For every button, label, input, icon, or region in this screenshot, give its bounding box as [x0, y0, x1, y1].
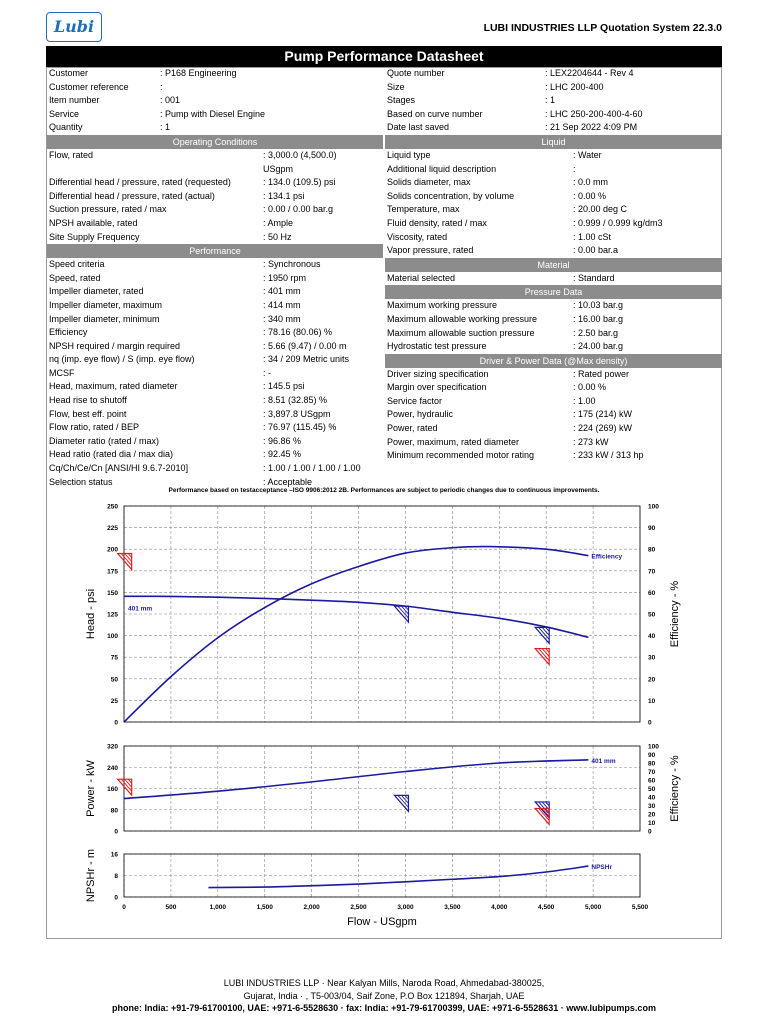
datasheet-title: Pump Performance Datasheet — [46, 46, 722, 67]
field-value: : 1950 rpm — [263, 272, 307, 283]
left-column — [47, 67, 383, 489]
field-label: Fluid density, rated / max — [387, 217, 487, 228]
right-column — [385, 67, 722, 463]
x-tick-label: 4,500 — [538, 904, 555, 911]
field-label: Impeller diameter, rated — [49, 286, 144, 297]
field-value: : 401 mm — [263, 286, 301, 297]
field-value: : Synchronous — [263, 259, 321, 270]
field-label: Flow, best eff. point — [49, 408, 127, 419]
field-value: : 10.03 bar.g — [573, 300, 624, 311]
field-value: : 340 mm — [263, 313, 301, 324]
performance-row — [47, 448, 383, 462]
field-label: Speed, rated — [49, 272, 101, 283]
driver-power-data — [385, 368, 722, 463]
general-left-row — [47, 67, 383, 81]
field-label: Service factor — [387, 395, 443, 406]
performance-row — [47, 340, 383, 354]
section-performance: Performance — [47, 244, 383, 258]
pressure-row — [385, 313, 722, 327]
pressure-row — [385, 327, 722, 341]
driver-row — [385, 449, 722, 463]
field-value: : 0.00 % — [573, 382, 607, 393]
field-label: Material selected — [387, 272, 456, 283]
performance-row — [47, 272, 383, 286]
field-value: : 3,897.8 USgpm — [263, 408, 331, 419]
field-label: Minimum recommended motor rating — [387, 450, 535, 461]
field-label: Maximum allowable working pressure — [387, 313, 538, 324]
driver-row — [385, 381, 722, 395]
series-label: 401 mm — [128, 605, 153, 613]
field-value: : LEX2204644 - Rev 4 — [545, 68, 634, 78]
field-value: : 50 Hz — [263, 231, 292, 242]
field-label: Power, hydraulic — [387, 409, 454, 420]
field-value: : 233 kW / 313 hp — [573, 450, 644, 461]
field-value: : 2.50 bar.g — [573, 327, 619, 338]
field-label: Service — [49, 108, 80, 119]
field-value: : 001 — [160, 95, 181, 106]
liquid-row — [385, 190, 722, 204]
field-value: : 5.66 (9.47) / 0.00 m — [263, 340, 347, 351]
x-tick-label: 1,000 — [209, 904, 226, 911]
x-tick-label: 2,000 — [303, 904, 320, 911]
y-tick-label: 16 — [110, 851, 118, 859]
y2-tick-label: 20 — [648, 811, 656, 819]
y2-tick-label: 90 — [648, 752, 656, 759]
field-label: Temperature, max — [387, 204, 460, 215]
y2-tick-label: 30 — [648, 803, 656, 810]
company-logo — [46, 12, 102, 42]
y-tick-label: 50 — [110, 676, 118, 684]
series-label: 401 mm — [591, 757, 616, 765]
performance-row — [47, 380, 383, 394]
y-tick-label: 150 — [107, 589, 118, 597]
field-label: Based on curve number — [387, 108, 483, 119]
y-tick-label: 125 — [107, 611, 118, 619]
liquid-row — [385, 203, 722, 217]
y2-tick-label: 80 — [648, 760, 656, 768]
field-value: : 96.86 % — [263, 435, 302, 446]
y-tick-label: 250 — [107, 503, 118, 511]
field-label: Differential head / pressure, rated (actual) — [49, 190, 215, 201]
field-value: : 0.00 / 0.00 bar.g — [263, 204, 334, 215]
field-value: : 21 Sep 2022 4:09 PM — [545, 122, 638, 133]
field-value: : 0.999 / 0.999 kg/dm3 — [573, 217, 663, 228]
footer-address-2: Gujarat, India · , T5-003/04, Saif Zone, P.O Box 121894, Sharjah, UAE — [243, 990, 525, 1001]
footer-contact: phone: India: +91-79-61700100, UAE: +971-6-5528630 · fax: India: +91-79-61700399, UAE: +971-6-5528631 · www.lubipumps.com — [112, 1003, 656, 1013]
field-label: Solids diameter, max — [387, 177, 471, 188]
driver-row — [385, 408, 722, 422]
performance-row — [47, 353, 383, 367]
y-tick-label: 175 — [107, 568, 118, 576]
y2-tick-label: 100 — [648, 503, 659, 511]
field-value: : 1.00 cSt — [573, 231, 612, 242]
field-value: : 1.00 — [573, 395, 596, 406]
field-label: NPSH required / margin required — [49, 340, 181, 351]
field-value: : 224 (269) kW — [573, 423, 633, 434]
field-label: Stages — [387, 95, 416, 106]
pressure-data — [385, 299, 722, 353]
field-label: Maximum allowable suction pressure — [387, 327, 535, 338]
field-value: : 76.97 (115.45) % — [263, 422, 337, 433]
y2-tick-label: 70 — [648, 769, 656, 776]
operating-conditions — [47, 149, 383, 244]
field-label: Cq/Ch/Ce/Cn [ANSI/HI 9.6.7-2010] — [49, 463, 189, 474]
field-value: : - — [263, 367, 271, 378]
performance-row — [47, 421, 383, 435]
liquid-row — [385, 163, 722, 177]
y2-tick-label: 30 — [648, 654, 656, 662]
field-value: : 134.1 psi — [263, 190, 305, 201]
y2-tick-label: 20 — [648, 676, 656, 684]
field-value: : 92.45 % — [263, 449, 302, 460]
footer — [0, 977, 768, 1015]
field-label: Suction pressure, rated / max — [49, 204, 167, 215]
field-label: Flow ratio, rated / BEP — [49, 422, 140, 433]
y-tick-label: 8 — [114, 873, 118, 880]
field-value: : 0.00 % — [573, 190, 607, 201]
y2-tick-label: 40 — [648, 633, 656, 641]
chart-note: Performance based on testacceptance –ISO 9906:2012 2B. Performances are subject to periodic changes due to continuous improvements. — [168, 487, 600, 494]
driver-row — [385, 436, 722, 450]
field-value: : — [160, 81, 163, 92]
series-label: NPSHr — [591, 864, 612, 872]
general-right-row — [385, 94, 722, 108]
y2-tick-label: 0 — [648, 828, 652, 836]
y2-tick-label: 0 — [648, 719, 652, 727]
field-value: : 0.00 bar.a — [573, 245, 619, 256]
general-right-row — [385, 108, 722, 122]
y-tick-label: 80 — [110, 807, 118, 815]
performance-row — [47, 326, 383, 340]
field-value: : 20.00 deg C — [573, 204, 628, 215]
y2-tick-label: 10 — [648, 697, 656, 705]
field-label: NPSH available, rated — [49, 217, 138, 228]
field-value: : 273 kW — [573, 436, 609, 447]
liquid-row — [385, 217, 722, 231]
performance-row — [47, 299, 383, 313]
liquid-row — [385, 244, 722, 258]
driver-row — [385, 395, 722, 409]
general-info-right — [385, 67, 722, 135]
y-axis-label: NPSHr - m — [85, 848, 97, 903]
y-tick-label: 75 — [110, 654, 118, 662]
field-label: Viscosity, rated — [387, 231, 448, 242]
y-tick-label: 160 — [107, 786, 118, 793]
y2-tick-label: 80 — [648, 546, 656, 554]
x-tick-label: 3,000 — [397, 904, 414, 911]
field-label: Size — [387, 81, 405, 92]
y-axis-label: Power - kW — [85, 760, 97, 817]
performance-row — [47, 394, 383, 408]
field-value: : Acceptable — [263, 476, 313, 487]
performance-row — [47, 462, 383, 476]
logo-text: Lubi — [53, 17, 95, 36]
performance-row — [47, 258, 383, 272]
performance-row — [47, 313, 383, 327]
field-label: Site Supply Frequency — [49, 231, 140, 242]
operating-row — [47, 163, 383, 177]
field-label: Impeller diameter, maximum — [49, 299, 163, 310]
field-value: : 1.00 / 1.00 / 1.00 / 1.00 — [263, 463, 361, 474]
pressure-row — [385, 299, 722, 313]
general-left-row — [47, 121, 383, 135]
pressure-row — [385, 340, 722, 354]
y2-tick-label: 10 — [648, 820, 656, 827]
field-label: Differential head / pressure, rated (requested) — [49, 177, 231, 188]
y-tick-label: 0 — [114, 828, 118, 836]
field-label: Margin over specification — [387, 382, 487, 393]
x-tick-label: 0 — [122, 904, 126, 911]
field-label: Speed criteria — [49, 259, 105, 270]
field-label: Maximum working pressure — [387, 300, 498, 311]
x-axis-label: Flow - USgpm — [347, 916, 417, 928]
y2-tick-label: 50 — [648, 611, 656, 619]
y-tick-label: 0 — [114, 894, 118, 902]
material-row — [385, 272, 722, 286]
field-label: Head rise to shutoff — [49, 395, 127, 406]
series-label: Efficiency — [591, 553, 623, 561]
liquid-row — [385, 149, 722, 163]
field-label: MCSF — [49, 367, 75, 378]
field-value: : 134.0 (109.5) psi — [263, 177, 336, 188]
system-title: LUBI INDUSTRIES LLP Quotation System 22.3.0 — [483, 22, 722, 34]
operating-row — [47, 203, 383, 217]
field-value: : 16.00 bar.g — [573, 313, 624, 324]
performance-data — [47, 258, 383, 489]
field-label: Driver sizing specification — [387, 368, 489, 379]
driver-row — [385, 422, 722, 436]
field-value: : 1 — [545, 95, 556, 106]
field-label: Customer reference — [49, 81, 129, 92]
general-left-row — [47, 108, 383, 122]
field-value: : 0.0 mm — [573, 177, 609, 188]
x-tick-label: 5,500 — [631, 904, 649, 911]
y-tick-label: 240 — [107, 764, 118, 772]
field-value: : Rated power — [573, 368, 630, 379]
field-value: : 145.5 psi — [263, 381, 305, 392]
general-info-left — [47, 67, 383, 135]
y2-axis-label: Efficiency - % — [669, 580, 681, 648]
section-operating-conditions: Operating Conditions — [47, 135, 383, 149]
y-tick-label: 225 — [107, 525, 118, 533]
liquid-row — [385, 231, 722, 245]
general-left-row — [47, 94, 383, 108]
field-label: Liquid type — [387, 149, 431, 160]
field-label: Selection status — [49, 476, 113, 487]
field-value: : Ample — [263, 217, 294, 228]
operating-row — [47, 190, 383, 204]
field-value: : — [573, 163, 576, 174]
field-label: Quote number — [387, 68, 445, 78]
section-driver-power: Driver & Power Data (@Max density) — [385, 354, 722, 368]
field-label: Impeller diameter, minimum — [49, 313, 160, 324]
performance-row — [47, 435, 383, 449]
x-tick-label: 4,000 — [491, 904, 508, 911]
performance-row — [47, 285, 383, 299]
field-label: Head ratio (rated dia / max dia) — [49, 449, 174, 460]
operating-row — [47, 176, 383, 190]
field-label: nq (imp. eye flow) / S (imp. eye flow) — [49, 354, 195, 365]
y-tick-label: 25 — [110, 697, 118, 705]
performance-row — [47, 367, 383, 381]
y-tick-label: 200 — [107, 546, 118, 554]
field-label: Solids concentration, by volume — [387, 190, 515, 201]
field-label: Item number — [49, 95, 100, 106]
general-right-row — [385, 121, 722, 135]
general-right-row — [385, 67, 722, 81]
field-value: : 3,000.0 (4,500.0) — [263, 149, 337, 160]
y2-axis-label: Efficiency - % — [669, 755, 681, 822]
y2-tick-label: 40 — [648, 794, 656, 802]
field-label: Date last saved — [387, 122, 450, 133]
section-material: Material — [385, 258, 722, 272]
field-label: Power, rated — [387, 423, 438, 434]
field-value: : 1 — [160, 122, 171, 133]
field-value: : Pump with Diesel Engine — [160, 108, 266, 119]
field-value: : 414 mm — [263, 299, 301, 310]
liquid-data — [385, 149, 722, 258]
x-tick-label: 3,500 — [444, 904, 461, 911]
field-label: Vapor pressure, rated — [387, 245, 474, 256]
y-tick-label: 0 — [114, 719, 118, 727]
general-left-row — [47, 81, 383, 95]
x-tick-label: 5,000 — [584, 904, 602, 911]
field-label: Customer — [49, 68, 89, 78]
x-tick-label: 2,500 — [350, 904, 367, 911]
y2-tick-label: 60 — [648, 589, 656, 597]
operating-row — [47, 217, 383, 231]
field-value: : 24.00 bar.g — [573, 341, 624, 352]
field-value: : LHC 200-400 — [545, 81, 604, 92]
driver-row — [385, 368, 722, 382]
y-axis-label: Head - psi — [85, 588, 97, 640]
field-label: Quantity — [49, 122, 83, 133]
field-label: Diameter ratio (rated / max) — [49, 435, 160, 446]
x-tick-label: 500 — [165, 904, 177, 911]
section-pressure-data: Pressure Data — [385, 285, 722, 299]
field-value: : 34 / 209 Metric units — [263, 354, 350, 365]
y2-tick-label: 100 — [648, 743, 659, 751]
material-data — [385, 272, 722, 286]
y2-tick-label: 90 — [648, 525, 656, 533]
footer-address-1: LUBI INDUSTRIES LLP · Near Kalyan Mills, Naroda Road, Ahmedabad-380025, — [223, 978, 545, 988]
field-label: Flow, rated — [49, 149, 94, 160]
field-value: : 78.16 (80.06) % — [263, 327, 333, 338]
field-label: Hydrostatic test pressure — [387, 341, 487, 352]
liquid-row — [385, 176, 722, 190]
section-liquid: Liquid — [385, 135, 722, 149]
field-value: : 175 (214) kW — [573, 409, 633, 420]
field-value: : Water — [573, 149, 602, 160]
field-value: : Standard — [573, 272, 615, 283]
field-label: Head, maximum, rated diameter — [49, 381, 178, 392]
y-tick-label: 320 — [107, 743, 118, 751]
performance-row — [47, 408, 383, 422]
y-tick-label: 100 — [107, 633, 118, 641]
field-value: : 8.51 (32.85) % — [263, 395, 328, 406]
operating-row — [47, 149, 383, 163]
field-label: Additional liquid description — [387, 163, 497, 174]
y2-tick-label: 60 — [648, 777, 656, 785]
field-label: Power, maximum, rated diameter — [387, 436, 520, 447]
field-value: : LHC 250-200-400-4-60 — [545, 108, 643, 119]
x-tick-label: 1,500 — [256, 904, 273, 911]
general-right-row — [385, 81, 722, 95]
y2-tick-label: 70 — [648, 568, 656, 576]
field-value: : P168 Engineering — [160, 68, 237, 78]
operating-row — [47, 231, 383, 245]
field-label: Efficiency — [49, 327, 88, 338]
y2-tick-label: 50 — [648, 786, 656, 793]
field-value: USgpm — [263, 163, 294, 174]
